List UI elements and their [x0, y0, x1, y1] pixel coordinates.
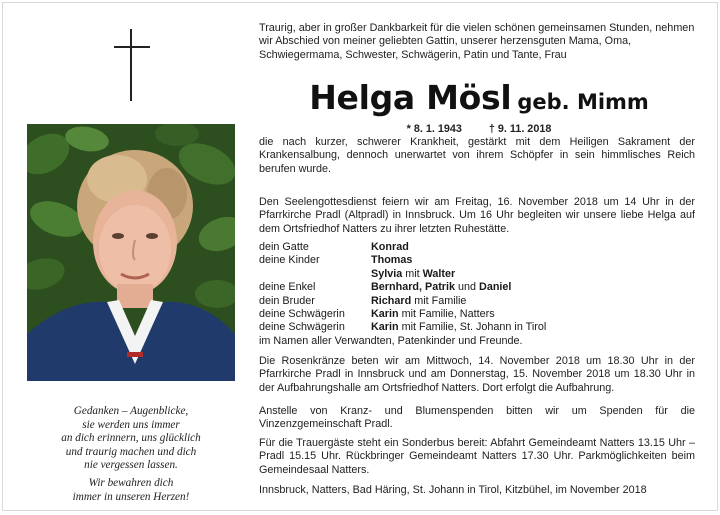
- poem-line: Wir bewahren dich: [88, 476, 174, 489]
- obituary-notice: [2, 2, 718, 511]
- rosary-paragraph: Die Rosenkränze beten wir am Mittwoch, 14. November 2018 um 18.30 Uhr in der Pfarrkirche Pradl in Innsbruck und am Donnerstag, 15. November 2018 um 18.30 Uhr in der Aufbahrungshalle am Ortsfriedhof Natters. Dort erfolgt die Aufbahrung.: [259, 355, 695, 394]
- birth-date: * 8. 1. 1943: [406, 123, 462, 135]
- bus-paragraph: Für die Trauergäste steht ein Sonderbus bereit: Abfahrt Gemeindeamt Natters 13.15 Uhr – Pradl 15.15 Uhr. Rückbringer Gemeindeamt Natters 17.30 Uhr. Parkmöglichkeiten beim Gemeindesaal Natters.: [259, 437, 695, 476]
- family-row: Sylvia mit Walter: [371, 267, 456, 280]
- deceased-name: Helga Mösl: [309, 78, 512, 117]
- cross-icon: [114, 29, 150, 101]
- death-paragraph: die nach kurzer, schwerer Krankheit, gestärkt mit dem Heiligen Sakrament der Krankensalbung, dennoch unerwartet von ihrem Schöpfer in sein himmlisches Reich berufen wurde.: [259, 136, 695, 175]
- family-row: dein Bruder Richard mit Familie: [259, 294, 467, 307]
- signoff-line: Innsbruck, Natters, Bad Häring, St. Johann in Tirol, Kitzbühel, im November 2018: [259, 484, 647, 496]
- poem-line: immer in unseren Herzen!: [72, 490, 190, 503]
- left-column: [3, 3, 253, 510]
- family-row: deine Schwägerin Karin mit Familie, St. Johann in Tirol: [259, 321, 547, 334]
- death-date: † 9. 11. 2018: [488, 123, 552, 135]
- memorial-poem: [27, 405, 235, 504]
- poem-line: an dich erinnern, uns glücklich: [61, 432, 201, 445]
- family-row: dein Gatte Konrad: [259, 241, 409, 253]
- family-list: [259, 241, 695, 348]
- family-closing: im Namen aller Verwandten, Patenkinder und Freunde.: [259, 334, 523, 347]
- poem-line: und traurig machen und dich: [65, 445, 197, 458]
- intro-paragraph: Traurig, aber in großer Dankbarkeit für die vielen schönen gemeinsamen Stunden, nehmen wir Abschied von meiner geliebten Gattin, unserer herzensguten Mama, Oma, Schwiegermama, Schwester, Schwägerin, Patin und Tante, Frau: [259, 22, 695, 61]
- poem-line: sie werden uns immer: [82, 418, 180, 431]
- donation-paragraph: Anstelle von Kranz- und Blumenspenden bitten wir um Spenden für die Vinzenzgemeinschaft Pradl.: [259, 405, 695, 431]
- life-dates: [259, 123, 699, 135]
- poem-line: Gedanken – Augenblicke,: [73, 405, 189, 417]
- deceased-name-line: [259, 78, 699, 117]
- maiden-name: geb. Mimm: [517, 90, 649, 114]
- family-row: deine Schwägerin Karin mit Familie, Natters: [259, 308, 495, 321]
- family-row: deine Enkel Bernhard, Patrik und Daniel: [259, 281, 512, 294]
- family-row: deine Kinder Thomas: [259, 254, 413, 267]
- service-paragraph: Den Seelengottesdienst feiern wir am Freitag, 16. November 2018 um 14 Uhr in der Pfarrkirche Pradl (Altpradl) in Innsbruck. Um 16 Uhr begleiten wir unsere liebe Helga auf dem Ortsfriedhof Natters zu ihrer letzten Ruhestätte.: [259, 196, 695, 235]
- poem-line: nie vergessen lassen.: [84, 459, 178, 472]
- portrait-photo: [27, 124, 235, 381]
